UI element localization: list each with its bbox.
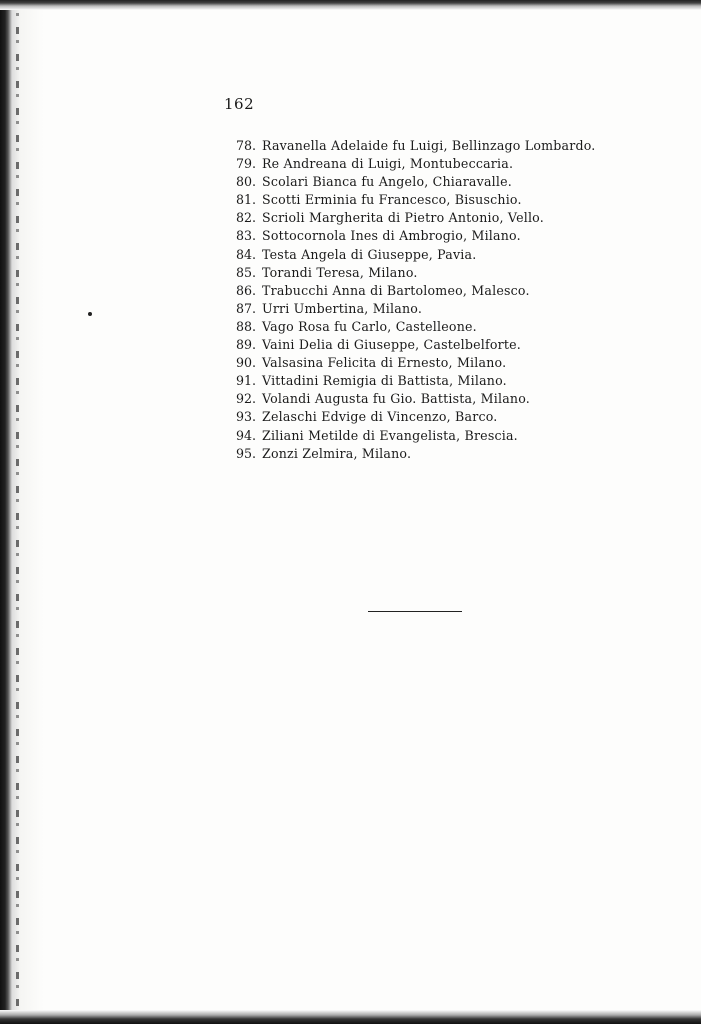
page-number: 162 — [224, 95, 255, 113]
entry-number: 82. — [235, 210, 256, 226]
entry-text: Ziliani Metilde di Evangelista, Brescia. — [262, 427, 518, 443]
list-item — [228, 318, 596, 336]
entry-text: Vago Rosa fu Carlo, Castelleone. — [262, 318, 477, 334]
list-item — [228, 445, 596, 463]
name-list — [228, 137, 596, 463]
list-item — [228, 246, 596, 264]
list-item — [228, 408, 596, 426]
entry-text: Volandi Augusta fu Gio. Battista, Milano. — [262, 391, 530, 407]
entry-text: Vaini Delia di Giuseppe, Castelbelforte. — [262, 337, 521, 353]
entry-text: Scolari Bianca fu Angelo, Chiaravalle. — [262, 174, 512, 190]
entry-number: 95. — [235, 445, 256, 461]
binding-edge-shadow — [0, 0, 44, 1024]
entry-text: Torandi Teresa, Milano. — [262, 264, 418, 280]
list-item — [228, 372, 596, 390]
entry-number: 91. — [235, 373, 256, 389]
list-item — [228, 264, 596, 282]
list-item — [228, 300, 596, 318]
list-item — [228, 209, 596, 227]
entry-number: 94. — [235, 427, 256, 443]
entry-text: Vittadini Remigia di Battista, Milano. — [262, 373, 507, 389]
entry-text: Scrioli Margherita di Pietro Antonio, Vello. — [262, 210, 544, 226]
top-edge-shadow — [0, 0, 701, 10]
list-item — [228, 173, 596, 191]
entry-text: Ravanella Adelaide fu Luigi, Bellinzago Lombardo. — [262, 138, 596, 153]
bottom-edge-shadow — [0, 1010, 701, 1024]
list-item — [228, 137, 596, 155]
entry-text: Scotti Erminia fu Francesco, Bisuschio. — [262, 192, 522, 208]
entry-text: Trabucchi Anna di Bartolomeo, Malesco. — [262, 282, 530, 298]
list-item — [228, 282, 596, 300]
entry-number: 90. — [235, 355, 256, 371]
list-item — [228, 390, 596, 408]
list-item — [228, 227, 596, 245]
entry-text: Valsasina Felicita di Ernesto, Milano. — [262, 355, 507, 371]
list-item — [228, 191, 596, 209]
entry-number: 80. — [235, 174, 256, 190]
entry-text: Zonzi Zelmira, Milano. — [262, 445, 412, 461]
list-item — [228, 155, 596, 173]
entry-number: 89. — [235, 337, 256, 353]
entry-text: Sottocornola Ines di Ambrogio, Milano. — [262, 228, 521, 244]
entry-text: Re Andreana di Luigi, Montubeccaria. — [262, 156, 514, 172]
entry-number: 79. — [235, 156, 256, 172]
entry-text: Zelaschi Edvige di Vincenzo, Barco. — [262, 409, 498, 425]
entry-text: Testa Angela di Giuseppe, Pavia. — [262, 246, 477, 262]
closing-rule — [368, 611, 462, 612]
entry-number: 81. — [235, 192, 256, 208]
list-item — [228, 427, 596, 445]
entry-number: 83. — [235, 228, 256, 244]
entry-number: 78. — [235, 138, 256, 153]
ink-speck — [88, 312, 92, 316]
entry-number: 84. — [235, 246, 256, 262]
entry-number: 92. — [235, 391, 256, 407]
entry-number: 85. — [235, 264, 256, 280]
entry-number: 88. — [235, 318, 256, 334]
entry-number: 93. — [235, 409, 256, 425]
entry-number: 86. — [235, 282, 256, 298]
entry-number: 87. — [235, 300, 256, 316]
entry-text: Urri Umbertina, Milano. — [262, 300, 423, 316]
list-item — [228, 354, 596, 372]
list-item — [228, 336, 596, 354]
